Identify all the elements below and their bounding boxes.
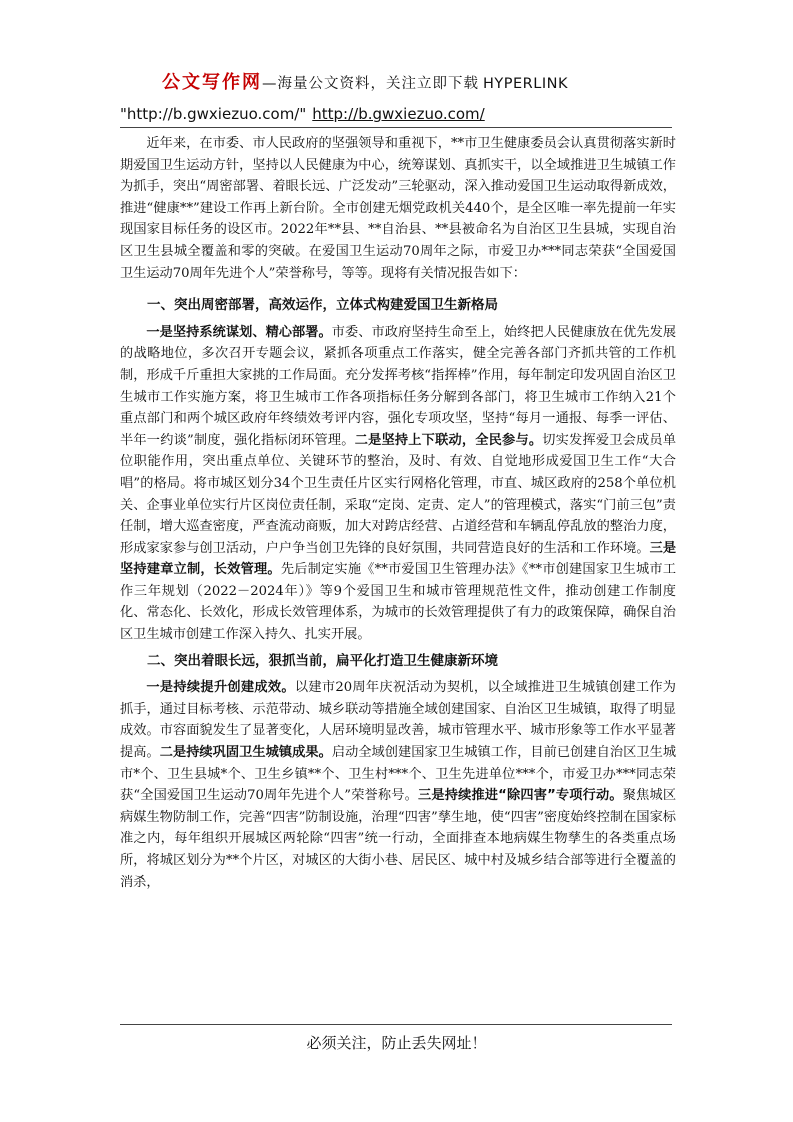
spacer: [120, 284, 676, 290]
section-1-paragraph: [120, 322, 676, 646]
section-1-lead-1: 一是坚持系统谋划、精心部署。: [146, 324, 332, 340]
section-2-lead-1: 一是持续提升创建成效。: [146, 680, 295, 696]
intro-paragraph: 近年来，在市委、市人民政府的坚强领导和重视下，**市卫生健康委员会认真贯彻落实新时期爱国卫生运动方针，坚持以人民健康为中心，统筹谋划、真抓实干，以全域推进卫生城镇工作为抓手，突出“周密部署、着眼长远、广泛发动”三轮驱动，深入推动爱国卫生运动取得新成效，推进“健康**”建设工作再上新台阶。全市创建无烟党政机关440个，是全区唯一率先提前一年实现国家目标任务的设区市。2022年**县、**自治县、**县被命名为自治区卫生县城，实现自治区卫生县城全覆盖和零的突破。在爱国卫生运动70周年之际，市爱卫办***同志荣获“全国爱国卫生运动70周年先进个人”荣誉称号，等等。现将有关情况报告如下：: [120, 136, 676, 281]
footer-divider: [120, 1024, 672, 1025]
url-field-code: "http://b.gwxiezuo.com/": [120, 105, 307, 123]
header-divider: [120, 127, 672, 128]
section-1-text-3: 先后制定实施《**市爱国卫生管理办法》《**市创建国家卫生城市工作三年规划（2022－2024年）》等9个爱国卫生和城市管理规范性文件，推动创建工作制度化、常态化、长效化，形成长效管理体系，为城市的长效管理提供了有力的政策保障，确保自治区卫生城市创建工作深入持久、扎实开展。: [120, 562, 677, 643]
brand-name[interactable]: 公文写作网: [162, 72, 262, 93]
site-url-link[interactable]: http://b.gwxiezuo.com/: [312, 105, 485, 123]
header-tagline: —海量公文资料，关注立即下载: [262, 76, 479, 92]
section-1-lead-3: 三是坚持建章立制，长效管理。: [120, 540, 677, 578]
footer-notice: 必须关注，防止丢失网址！: [306, 1034, 487, 1052]
header-url-line: [120, 105, 485, 123]
section-1-heading: 一、突出周密部署，高效运作，立体式构建爱国卫生新格局: [147, 297, 498, 314]
section-2-text-2: 启动全域创建国家卫生城镇工作，目前已创建自治区卫生城市*个、卫生县城*个、卫生乡镇**个、卫生村***个、卫生先进单位***个，市爱卫办***同志荣获“全国爱国卫生运动70周年先进个人”荣誉称号。: [120, 745, 677, 804]
section-1-text-2: 切实发挥爱卫会成员单位职能作用，突出重点单位、关键环节的整治，及时、有效、自觉地形成爱国卫生工作“大合唱”的格局。将市城区划分34个卫生责任片区实行网格化管理，市直、城区政府的258个单位机关、企事业单位实行片区岗位责任制，采取“定岗、定责、定人”的管理模式，落实“门前三包”责任制，增大巡查密度，严查流动商贩，加大对跨店经营、占道经营和车辆乱停乱放的整治力度，形成家家参与创卫活动，户户争当创卫先锋的良好氛围，共同营造良好的生活和工作环境。: [120, 432, 677, 556]
section-2-lead-3: 三是持续推进“除四害”专项行动。: [418, 788, 623, 804]
section-1-text-1: 市委、市政府坚持生命至上，始终把人民健康放在优先发展的战略地位，多次召开专题会议，紧抓各项重点工作落实，健全完善各部门齐抓共管的工作机制，形成千斤重担大家挑的工作局面。充分发挥考核“指挥棒”作用，每年制定印发巩固自治区卫生城市工作实施方案，将卫生城市工作各项指标任务分解到各部门，将卫生城市工作纳入21个重点部门和两个城区政府年终绩效考评内容，强化专项攻坚，坚持“每月一通报、每季一评估、半年一约谈”制度，强化指标闭环管理。: [120, 324, 677, 448]
section-2-text-3: 聚焦城区病媒生物防制工作，完善“四害”防制设施，治理“四害”孳生地，使“四害”密度始终控制在国家标准之内，每年组织开展城区两轮除“四害”统一行动，全面排查本地病媒生物孳生的各类重点场所，将城区划分为**个片区，对城区的大街小巷、居民区、城中村及城乡结合部等进行全覆盖的消杀，: [120, 788, 677, 890]
document-body: [120, 133, 676, 893]
section-2-heading: 二、突出着眼长远，狠抓当前，扁平化打造卫生健康新环境: [147, 652, 498, 669]
hyperlink-field-code: HYPERLINK: [483, 76, 568, 92]
section-1-lead-2: 二是坚持上下联动，全民参与。: [354, 432, 543, 448]
section-2-text-1: 以建市20周年庆祝活动为契机，以全域推进卫生城镇创建工作为抓手，通过目标考核、示范带动、城乡联动等措施全域创建国家、自治区卫生城镇，取得了明显成效。市容面貌发生了显著变化，人居环境明显改善，城市管理水平、城市形象等工作水平显著提高。: [120, 680, 676, 761]
section-2-lead-2: 二是持续巩固卫生城镇成果。: [159, 745, 332, 761]
site-header: [162, 68, 682, 94]
section-2-paragraph: [120, 677, 676, 893]
